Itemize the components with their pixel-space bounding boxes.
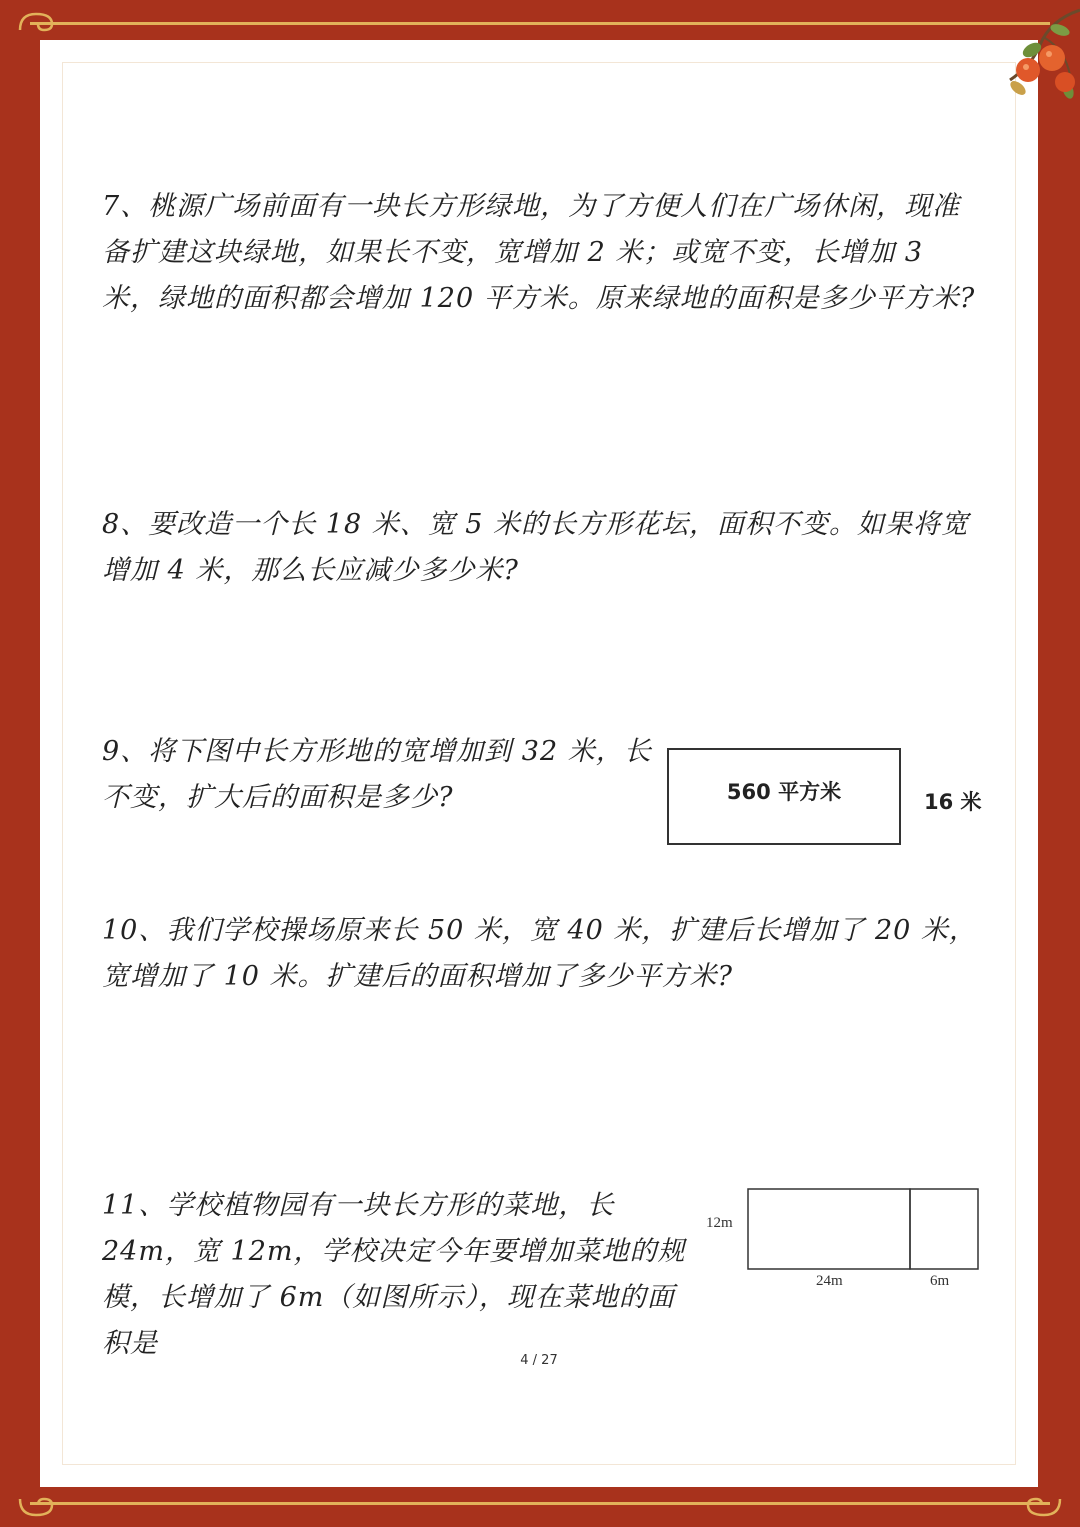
question-10: 10、我们学校操场原来长 50 米，宽 40 米，扩建后长增加了 20 米，宽增加了 10 米。扩建后的面积增加了多少平方米?	[102, 915, 977, 992]
figure-9-rectangle	[667, 748, 901, 845]
figure-9-area-label: 560 平方米	[726, 780, 842, 804]
figure-11-height-label: 12m	[706, 1215, 733, 1231]
question-9: 9、将下图中长方形地的宽增加到 32 米，长不变，扩大后的面积是多少?	[102, 736, 652, 813]
worksheet-page	[40, 40, 1038, 1487]
bottom-gold-line	[30, 1502, 1050, 1505]
question-8: 8、要改造一个长 18 米、宽 5 米的长方形花坛，面积不变。如果将宽增加 4 米，那么长应减少多少米?	[102, 509, 970, 586]
figure-11-length-label: 24m	[816, 1273, 843, 1289]
figure-11-extra-label: 6m	[930, 1273, 950, 1289]
question-11: 11、学校植物园有一块长方形的菜地，长 24m，宽 12m，学校决定今年要增加菜地的规模，长增加了 6m（如图所示），现在菜地的面积是	[102, 1190, 686, 1359]
corner-ornament-icon	[16, 1495, 56, 1519]
corner-ornament-icon	[16, 10, 56, 34]
figure-9-width-label: 16 米	[924, 790, 982, 814]
top-gold-line	[30, 22, 1050, 25]
figure-11	[704, 1185, 984, 1295]
corner-ornament-icon	[1024, 1495, 1064, 1519]
question-7: 7、桃源广场前面有一块长方形绿地，为了方便人们在广场休闲，现准备扩建这块绿地，如果长不变，宽增加 2 米；或宽不变，长增加 3 米，绿地的面积都会增加 120 平方米。原来绿地的面积是多少平方米?	[102, 191, 976, 314]
persimmon-branch-icon	[940, 0, 1080, 120]
page-number: 4 / 27	[520, 1353, 558, 1368]
